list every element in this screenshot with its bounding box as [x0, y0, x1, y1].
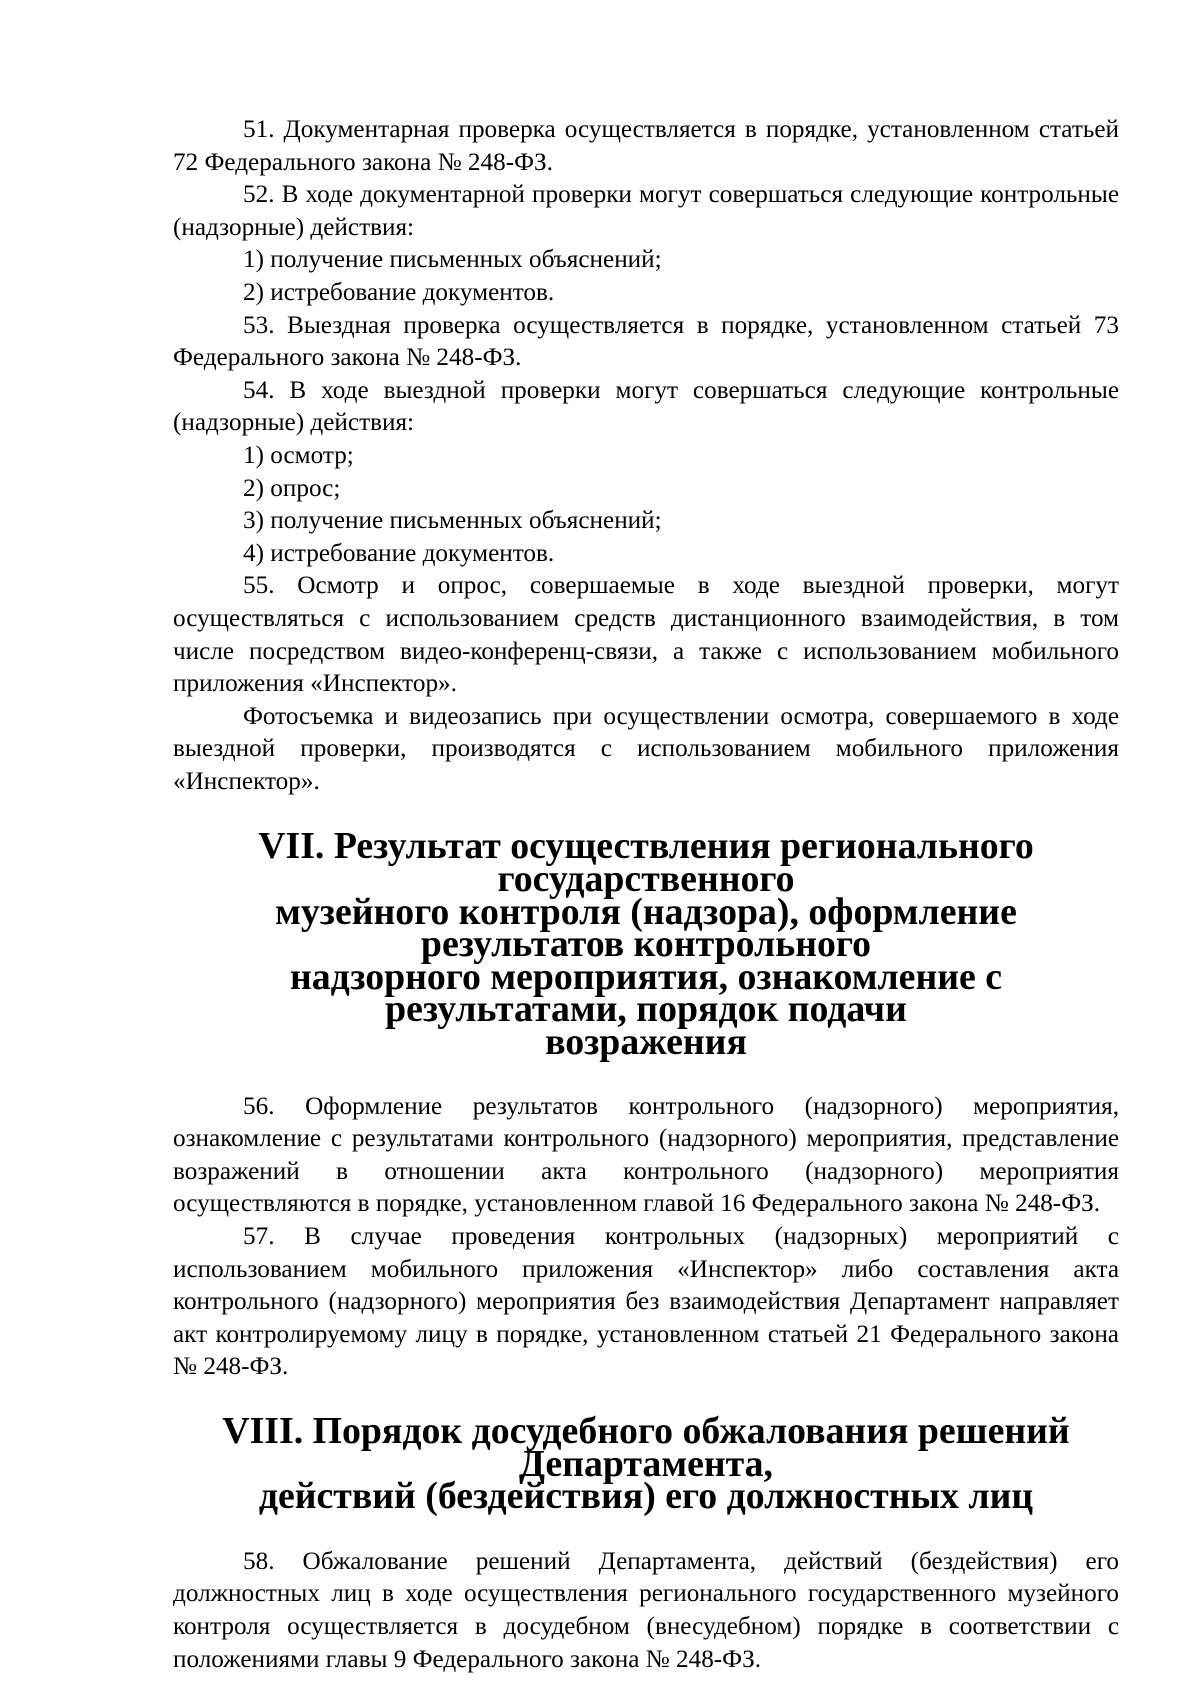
document-page: [173, 114, 1119, 1676]
list-item-52-2: 2) истребование документов.: [243, 278, 555, 306]
list-item-54-2: 2) опрос;: [243, 474, 341, 502]
paragraph-55-continued: Фотосъемка и видеозапись при осуществлении осмотра, совершаемого в ходе выездной проверки, производятся с использованием мобильного приложения «Инспектор».: [173, 702, 1119, 795]
spacer: [173, 1059, 1119, 1091]
spacer: [173, 1513, 1119, 1546]
list-item-54-1: 1) осмотр;: [243, 441, 354, 469]
paragraph-53: 53. Выездная проверка осуществляется в порядке, установленном статьей 73 Федерального закона № 248-ФЗ.: [173, 311, 1119, 372]
heading-line: VIII. Порядок досудебного обжалования решений Департамента,: [222, 1409, 1070, 1485]
heading-line: действий (бездействия) его должностных лиц: [258, 1475, 1034, 1518]
section-heading-vii: [173, 825, 1119, 1064]
list-item-54-4: 4) истребование документов.: [243, 539, 555, 567]
paragraph-52: 52. В ходе документарной проверки могут совершаться следующие контрольные (надзорные) действия:: [173, 181, 1119, 241]
heading-line: надзорного мероприятия, ознакомление с результатами, порядок подачи: [289, 955, 1003, 1031]
paragraph-58: 58. Обжалование решений Департамента, действий (бездействия) его должностных лиц в ходе осуществления регионального государственного музейного контроля осуществляется в досудебном (внесудебном) порядке в соответствии с положениями главы 9 Федерального закона № 248-ФЗ.: [173, 1547, 1119, 1673]
paragraph-56: 56. Оформление результатов контрольного (надзорного) мероприятия, ознакомление с результатами контрольного (надзорного) мероприятия, представление возражений в отношении акта контрольного (надзорного) мероприятия осуществляются в порядке, установленном главой 16 Федерального закона № 248-ФЗ.: [173, 1092, 1119, 1218]
paragraph-51: 51. Документарная проверка осуществляется в порядке, установленном статьей 72 Федерального закона № 248-ФЗ.: [173, 116, 1119, 176]
heading-line: возражения: [545, 1021, 747, 1064]
paragraph-54: 54. В ходе выездной проверки могут совершаться следующие контрольные (надзорные) действия:: [173, 376, 1119, 437]
list-item-54-3: 3) получение письменных объяснений;: [243, 507, 662, 535]
heading-line: музейного контроля (надзора), оформление результатов контрольного: [275, 890, 1017, 966]
heading-line: VII. Результат осуществления регионального государственного: [258, 825, 1034, 901]
paragraph-57: 57. В случае проведения контрольных (надзорных) мероприятий с использованием мобильного приложения «Инспектор» либо составления акта контрольного (надзорного) мероприятия без взаимодействия Департамент направляет акт контролируемому лицу в порядке, установленном статьей 21 Федерального закона № 248-ФЗ.: [173, 1223, 1119, 1381]
section-heading-viii: [173, 1409, 1119, 1518]
paragraph-55: 55. Осмотр и опрос, совершаемые в ходе выездной проверки, могут осуществляться с использованием средств дистанционного взаимодействия, в том числе посредством видео-конференц-связи, а также с использованием мобильного приложения «Инспектор».: [173, 572, 1119, 698]
list-item-52-1: 1) получение письменных объяснений;: [243, 246, 662, 274]
